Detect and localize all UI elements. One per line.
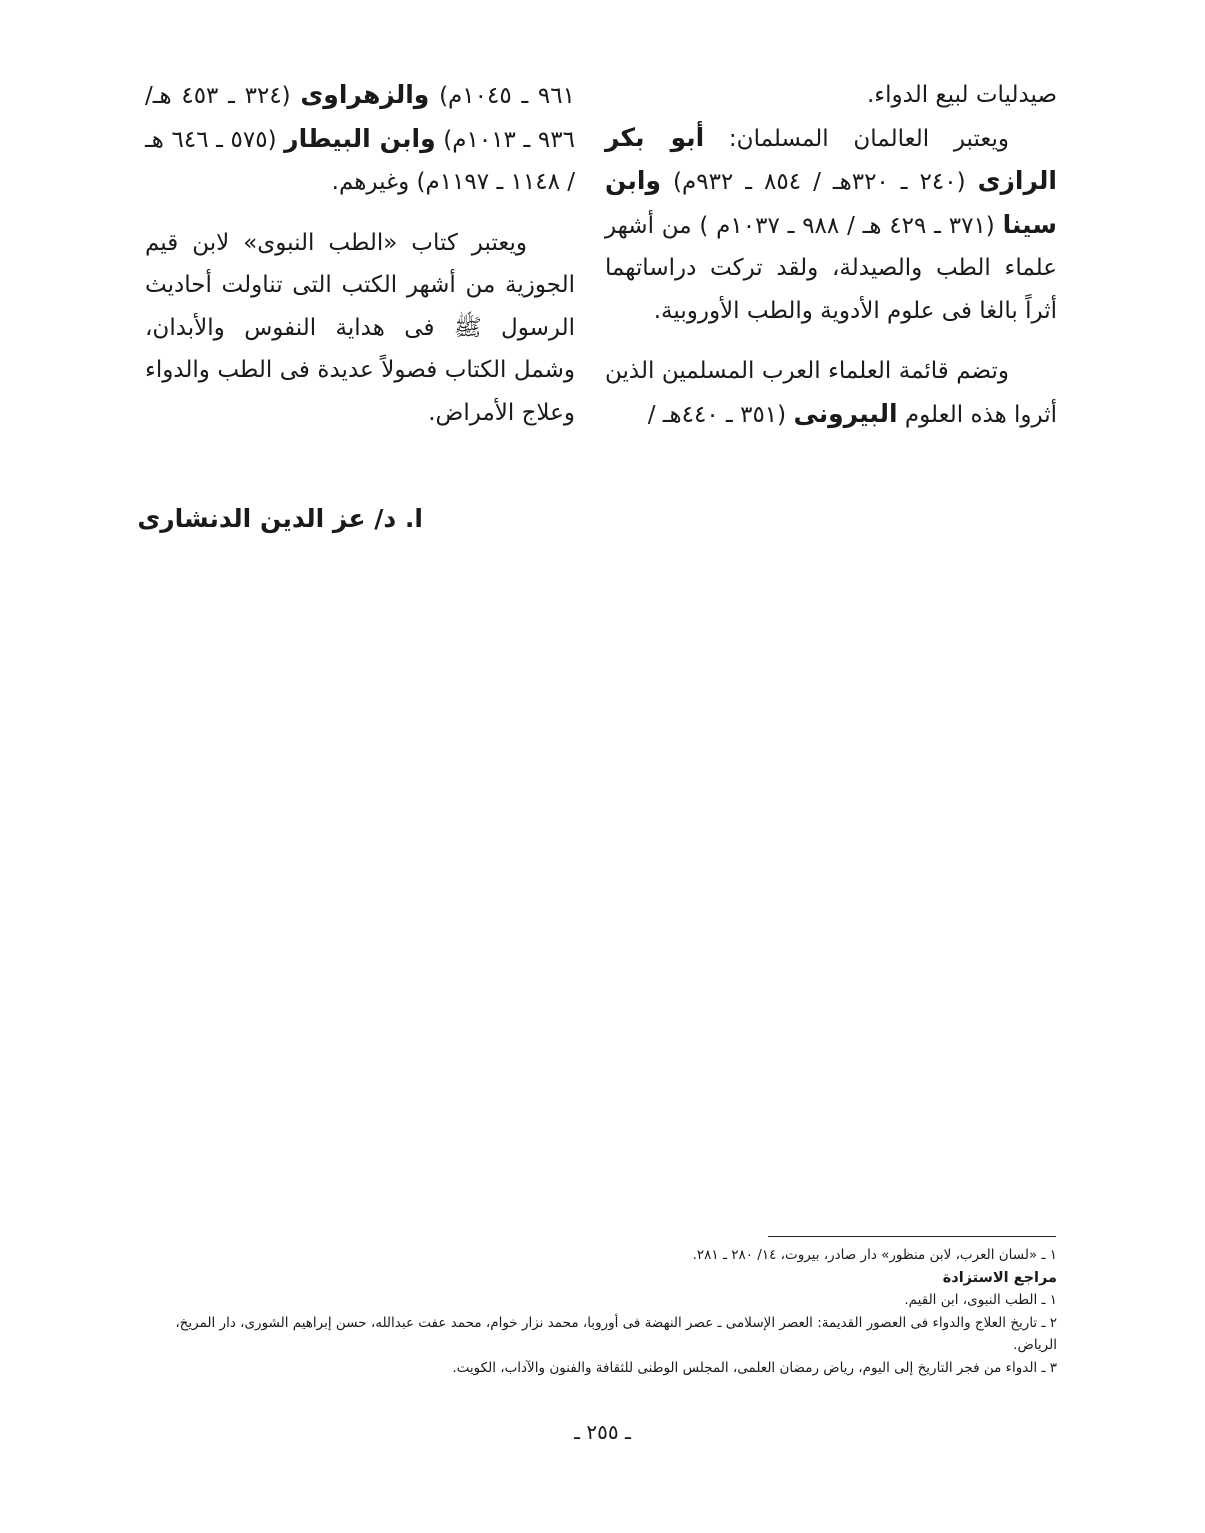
text-run: وتضم قائمة العلماء العرب المسلمين الذين أثروا هذه العلوم bbox=[605, 358, 1057, 428]
text-run: ويعتبر العالمان المسلمان: bbox=[704, 125, 1009, 152]
paragraph-razi-avicenna bbox=[605, 117, 1057, 333]
paragraph-continuation: صيدليات لبيع الدواء. bbox=[867, 82, 1057, 108]
name-zahrawi: والزهراوى bbox=[300, 80, 430, 109]
paragraph-scholars-list bbox=[605, 350, 1057, 436]
name-ibn-sina: وابن سينا bbox=[605, 166, 1057, 239]
name-razi: أبو بكر الرازى bbox=[605, 122, 1057, 195]
text-run: (٣٢٤ ـ ٤٥٣ هـ/ ٩٣٦ ـ ١٠١٣م) bbox=[145, 83, 575, 153]
page-number: ـ ٢٥٥ ـ bbox=[574, 1420, 631, 1444]
paragraph-scholars-continued bbox=[145, 74, 575, 204]
author-signature: ا. د/ عز الدين الدنشارى bbox=[137, 504, 423, 533]
paragraph-prophetic-medicine bbox=[145, 222, 575, 435]
further-reading-heading: مراجع الاستزادة bbox=[942, 1269, 1057, 1286]
text-run: ويعتبر كتاب «الطب النبوى» لابن قيم الجوزية من أشهر الكتب التى تناولت أحاديث الرسول ﷺ فى هداية النفوس والأبدان، وشمل الكتاب فصولاً عديدة فى الطب والدواء وعلاج الأمراض. bbox=[145, 229, 575, 426]
text-run: (٣٥١ ـ ٤٤٠هـ / bbox=[647, 401, 794, 428]
reference-2: ٢ ـ تاريخ العلاج والدواء فى العصور القديمة: العصر الإسلامى ـ عصر النهضة فى أوروبا، محمد نزار خوام، محمد عفت عبدالله، حسن إبراهيم الشورى، دار المريخ، الرياض. bbox=[175, 1314, 1057, 1353]
text-run: (٥٧٥ ـ ٦٤٦ هـ / ١١٤٨ ـ ١١٩٧م) وغيرهم. bbox=[145, 126, 575, 195]
text-run: (٣٧١ ـ ٤٢٩ هـ / ٩٨٨ ـ ١٠٣٧م ) من أشهر علماء الطب والصيدلة، ولقد تركت دراساتهما أثراً بالغا فى علوم الأدوية والطب الأوروبية. bbox=[605, 212, 1057, 324]
footnote-divider bbox=[768, 1236, 1056, 1237]
reference-1: ١ ـ الطب النبوى، ابن القيم. bbox=[904, 1292, 1057, 1308]
footnote-1: ١ ـ «لسان العرب، لابن منظور» دار صادر، بيروت، ١٤/ ٢٨٠ ـ ٢٨١. bbox=[692, 1247, 1057, 1263]
right-column bbox=[605, 74, 1057, 436]
reference-3: ٣ ـ الدواء من فجر التاريخ إلى اليوم، رياض رمضان العلمى، المجلس الوطنى للثقافة والفنون والآداب، الكويت. bbox=[452, 1359, 1057, 1376]
footnotes bbox=[145, 1244, 1057, 1379]
text-run: ٩٦١ ـ ١٠٤٥م) bbox=[429, 83, 575, 109]
text-run: (٢٤٠ ـ ٣٢٠هـ / ٨٥٤ ـ ٩٣٢م) bbox=[661, 169, 978, 195]
name-biruni: البيرونى bbox=[793, 398, 898, 428]
left-column bbox=[145, 74, 575, 434]
name-ibn-al-baitar: وابن البيطار bbox=[284, 123, 436, 153]
